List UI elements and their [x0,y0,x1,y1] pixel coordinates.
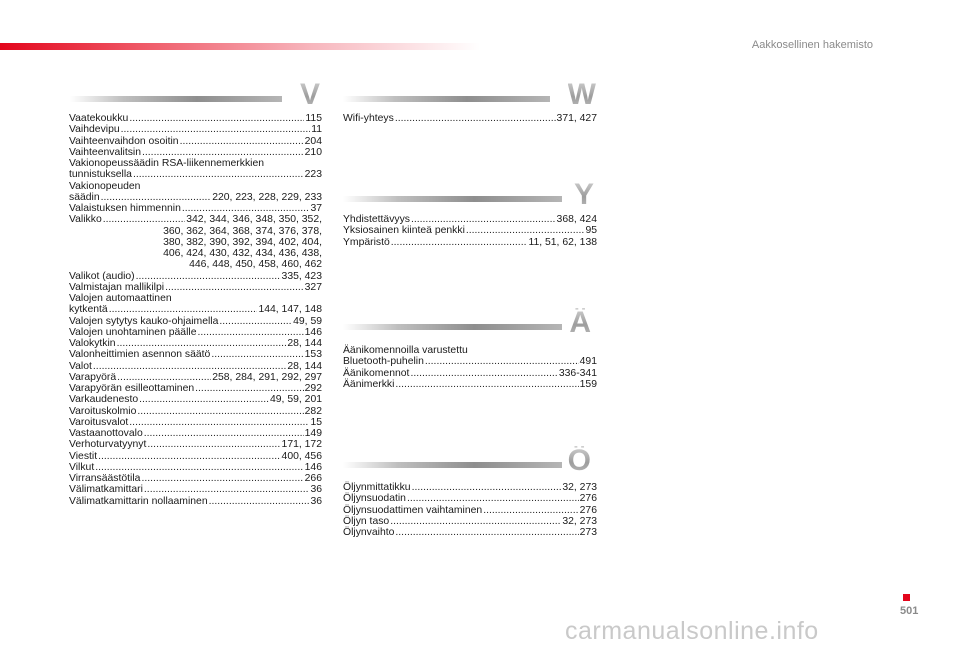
index-list-w [343,113,597,124]
index-list-ae [343,345,597,390]
index-entry: Vaatekoukku ..... 115 [69,113,322,124]
index-entry: Varkaudenesto ..... 49, 59, 201 [69,394,322,405]
index-entry: Äänimerkki ..... 159 [343,379,597,390]
index-entry-continuation: 406, 424, 430, 432, 434, 436, 438, [163,248,322,259]
index-list-v [69,113,322,507]
index-entry: Valojen sytytys kauko-ohjaimella ..... 49, 59 [69,316,322,327]
section-oe-rule [343,462,562,468]
index-entry: Wifi-yhteys ..... 371, 427 [343,113,597,124]
index-entry: Öljynvaihto ..... 273 [343,527,597,538]
index-entry: Bluetooth-puhelin ..... 491 [343,356,597,367]
index-entry: Ympäristö ..... 11, 51, 62, 138 [343,237,597,248]
index-entry: Öljyn taso ..... 32, 273 [343,516,597,527]
section-ae-rule [343,324,562,330]
index-entry: Varoituskolmio ..... 282 [69,406,322,417]
page-marker-square [903,594,910,601]
section-ae-heading [343,306,591,342]
index-entry: Valojen unohtaminen päälle ..... 146 [69,327,322,338]
index-entry: Äänikomennot ..... 336-341 [343,368,597,379]
index-entry: Valot ..... 28, 144 [69,361,322,372]
index-entry: Viestit ..... 400, 456 [69,451,322,462]
index-entry: Vilkut ..... 146 [69,462,322,473]
index-entry: Öljynsuodatin ..... 276 [343,493,597,504]
index-entry: Välimatkamittari ..... 36 [69,484,322,495]
section-ae-letter: Ä [569,306,591,339]
section-w-letter: W [567,78,596,111]
index-list-oe [343,482,597,538]
index-entry: Varapyörän esilleottaminen ..... 292 [69,383,322,394]
section-oe-heading [343,444,591,480]
index-entry: Vaihteenvaihdon osoitin ..... 204 [69,136,322,147]
index-entry: Varapyörä ..... 258, 284, 291, 292, 297 [69,372,322,383]
section-w-rule [343,96,550,102]
index-entry-continuation: 360, 362, 364, 368, 374, 376, 378, [163,225,322,237]
page-number: 501 [900,605,919,617]
index-entry: Vastaanottovalo ..... 149 [69,428,322,439]
index-entry: Öljynmittatikku ..... 32, 273 [343,482,597,493]
section-v-letter: V [299,78,320,111]
section-y-rule [343,196,562,202]
section-oe-letter: Ö [567,444,591,477]
section-y-letter: Y [573,178,594,211]
page-header-title: Aakkosellinen hakemisto [751,39,873,51]
section-y-heading [343,178,594,214]
index-entry-continuation: 380, 382, 390, 392, 394, 402, 404, [163,236,322,248]
index-entry: Valaistuksen himmennin ..... 37 [69,203,322,214]
index-entry-heading: Vakionopeussäädin RSA-liikennemerkkien [69,158,265,169]
index-entry: Vaihdevipu ..... 11 [69,124,322,135]
index-entry: Valikot (audio) ..... 335, 423 [69,271,322,282]
index-entry: Valonheittimien asennon säätö ..... 153 [69,349,322,360]
index-entry: Valmistajan mallikilpi ..... 327 [69,282,322,293]
watermark: carmanualsonline.info [565,617,819,645]
header-accent-bar [0,43,480,50]
index-entry: Yksiosainen kiinteä penkki ..... 95 [343,225,597,236]
index-entry-heading: Valojen automaattinen [69,293,172,304]
section-v-rule [70,96,282,102]
index-entry: Yhdistettävyys ..... 368, 424 [343,214,597,225]
index-entry: Välimatkamittarin nollaaminen ..... 36 [69,496,322,507]
index-entry: tunnistuksella ..... 223 [69,169,322,180]
index-entry-heading: Vakionopeuden [69,180,141,192]
index-entry: kytkentä ..... 144, 147, 148 [69,304,322,315]
index-entry: Valikko ..... 342, 344, 346, 348, 350, 352, [69,214,322,225]
section-v-heading [70,78,320,114]
index-entry: säädin ..... 220, 223, 228, 229, 233 [69,192,322,203]
index-entry: Öljynsuodattimen vaihtaminen ..... 276 [343,505,597,516]
index-entry-heading: Äänikomennoilla varustettu [343,345,468,356]
index-entry: Verhoturvatyynyt ..... 171, 172 [69,439,322,450]
index-entry: Varoitusvalot ..... 15 [69,417,322,428]
index-entry: Virransäästötila ..... 266 [69,473,322,484]
index-entry: Vaihteenvalitsin ..... 210 [69,147,322,158]
section-w-heading [343,78,596,114]
index-entry: Valokytkin ..... 28, 144 [69,338,322,349]
index-list-y [343,214,597,248]
index-entry-continuation: 446, 448, 450, 458, 460, 462 [189,259,322,271]
